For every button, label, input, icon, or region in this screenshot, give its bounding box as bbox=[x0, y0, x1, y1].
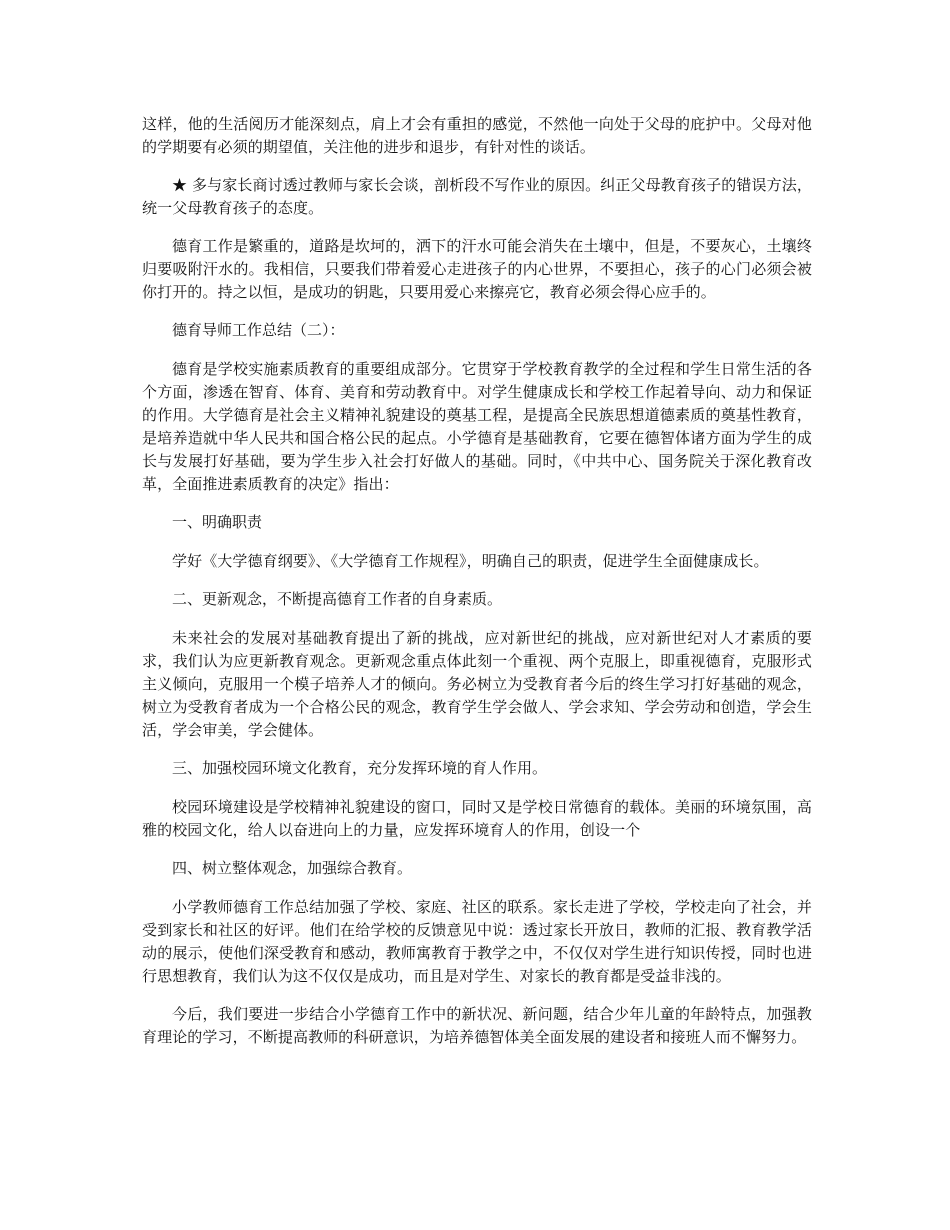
paragraph-5: 德育是学校实施素质教育的重要组成部分。它贯穿于学校教育教学的全过程和学生日常生活的各个方面，渗透在智育、体育、美育和劳动教育中。对学生健康成长和学校工作起着导向、动力和保证的作用。大学德育是社会主义精神礼貌建设的奠基工程，是提高全民族思想道德素质的奠基性教育，是培养造就中华人民共和国合格公民的起点。小学德育是基础教育，它要在德智体诸方面为学生的成长与发展打好基础，要为学生步入社会打好做人的基础。同时，《中共中心、国务院关于深化教育改革，全面推进素质教育的决定》指出： bbox=[142, 360, 812, 493]
section-heading-4: 四、树立整体观念，加强综合教育。 bbox=[172, 859, 413, 877]
paragraph-13: 小学教师德育工作总结加强了学校、家庭、社区的联系。家长走进了学校，学校走向了社会，并受到家长和社区的好评。他们在给学校的反馈意见中说：透过家长开放日，教师的汇报、教育教学活动的展示，使他们深受教育和感动，教师寓教育于教学之中，不仅仅对学生进行知识传授，同时也进行思想教育，我们认为这不仅仅是成功，而且是对学生、对家长的教育都是受益非浅的。 bbox=[142, 898, 812, 985]
paragraph-7: 学好《大学德育纲要》、《大学德育工作规程》，明确自己的职责，促进学生全面健康成长。 bbox=[172, 552, 769, 570]
section-heading-2: 二、更新观念，不断提高德育工作者的自身素质。 bbox=[172, 590, 503, 608]
section-heading-3: 三、加强校园环境文化教育，充分发挥环境的育人作用。 bbox=[172, 759, 548, 777]
paragraph-3: 德育工作是繁重的，道路是坎坷的，洒下的汗水可能会消失在土壤中，但是，不要灰心，土壤终归要吸附汗水的。我相信，只要我们带着爱心走进孩子的内心世界，不要担心，孩子的心门必须会被你打开的。持之以恒，是成功的钥匙，只要用爱心来擦亮它，教育必须会得心应手的。 bbox=[142, 237, 812, 301]
section-heading-1: 一、明确职责 bbox=[172, 513, 263, 531]
paragraph-14: 今后，我们要进一步结合小学德育工作中的新状况、新问题，结合少年儿童的年龄特点，加强教育理论的学习，不断提高教师的科研意识，为培养德智体美全面发展的建设者和接班人而不懈努力。 bbox=[142, 1005, 812, 1046]
document-page bbox=[142, 113, 812, 1064]
paragraph-11: 校园环境建设是学校精神礼貌建设的窗口，同时又是学校日常德育的载体。美丽的环境氛围，高雅的校园文化，给人以奋进向上的力量，应发挥环境育人的作用，创设一个 bbox=[142, 798, 812, 839]
section-title: 德育导师工作总结（二）： bbox=[172, 321, 345, 339]
paragraph-9: 未来社会的发展对基础教育提出了新的挑战，应对新世纪的挑战，应对新世纪对人才素质的要求，我们认为应更新教育观念。更新观念重点体此刻一个重视、两个克服上，即重视德育，克服形式主义倾向，克服用一个模子培养人才的倾向。务必树立为受教育者今后的终生学习打好基础的观念，树立为受教育者成为一个合格公民的观念，教育学生学会做人、学会求知、学会劳动和创造，学会生活，学会审美，学会健体。 bbox=[142, 629, 812, 739]
paragraph-2: ★ 多与家长商讨透过教师与家长会谈，剖析段不写作业的原因。纠正父母教育孩子的错误方法，统一父母教育孩子的态度。 bbox=[142, 176, 812, 217]
paragraph-1: 这样，他的生活阅历才能深刻点，肩上才会有重担的感觉，不然他一向处于父母的庇护中。父母对他的学期要有必须的期望值，关注他的进步和退步，有针对性的谈话。 bbox=[142, 115, 812, 156]
